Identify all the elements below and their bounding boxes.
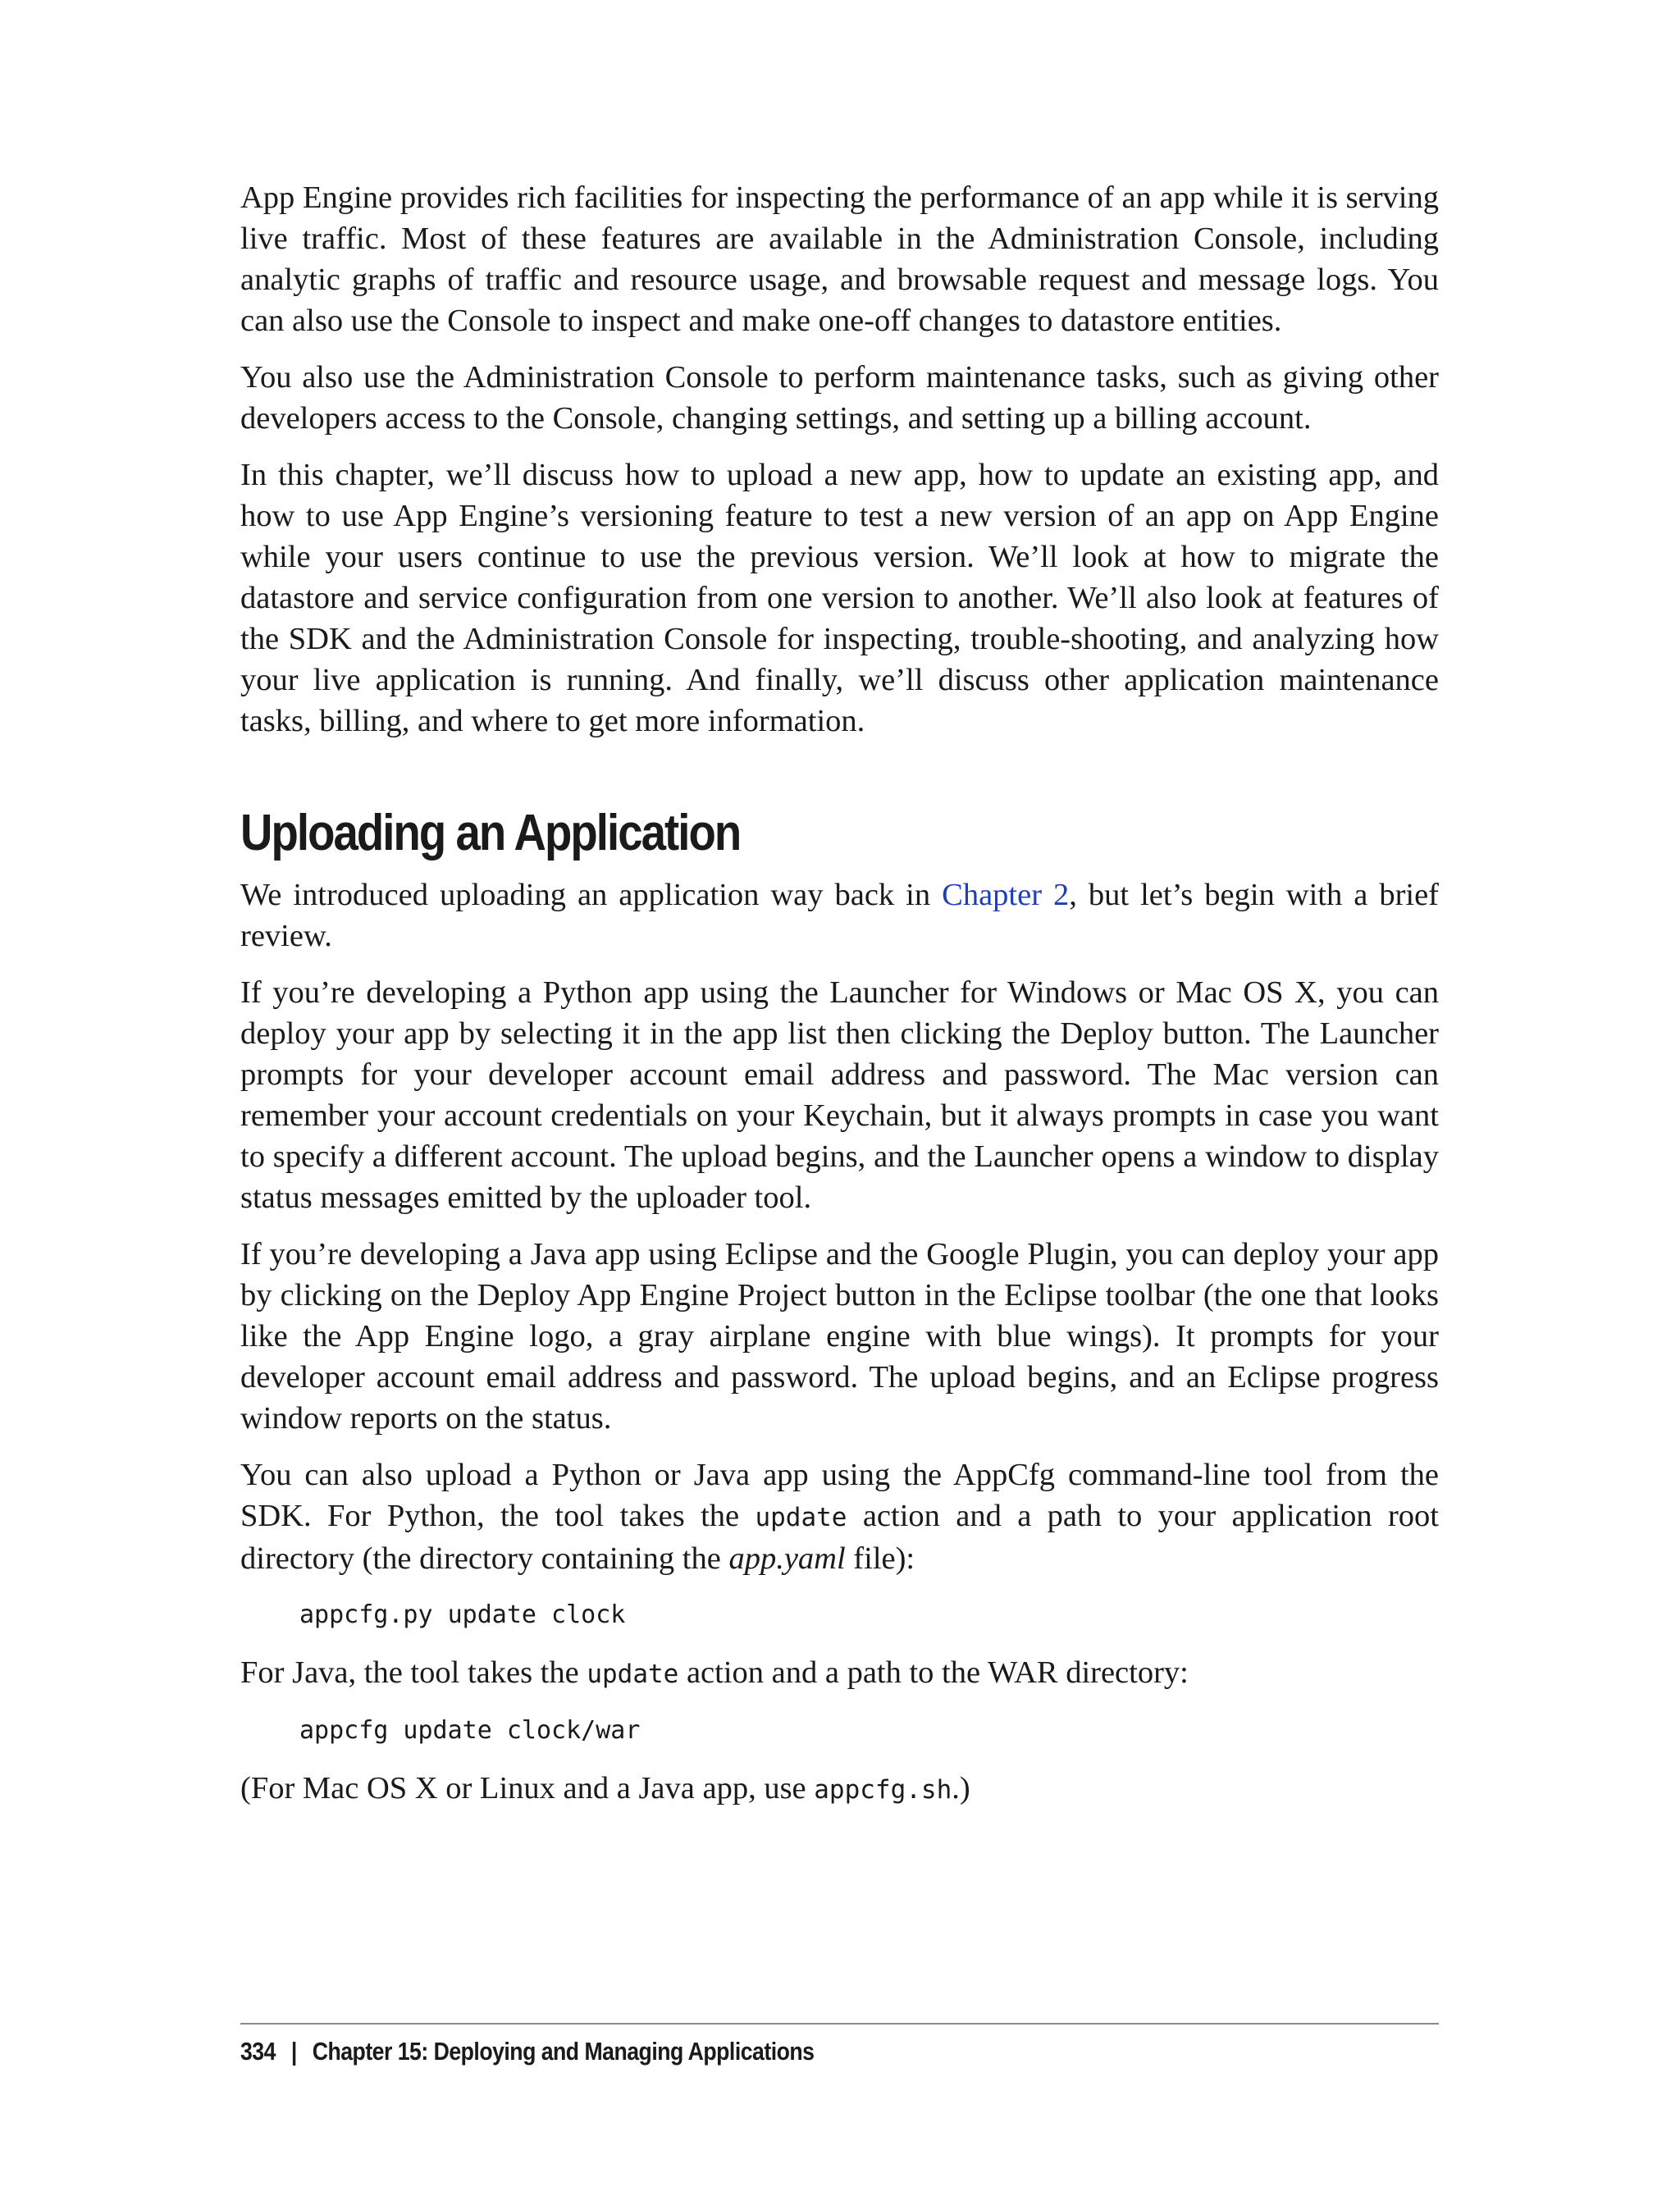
appcfg-paragraph — [240, 1454, 1439, 1579]
page-footer — [240, 2035, 814, 2068]
intro-paragraph-1: App Engine provides rich facilities for inspecting the performance of an app while it is serving live traffic. Most of these features are available in the Administration Console, including analytic graphs of traffic and resource usage, and browsable request and message logs. You can also use the Console to inspect and make one-off changes to datastore entities. — [240, 180, 1439, 338]
java-paragraph — [240, 1652, 1439, 1695]
section-intro-text-before: We introduced uploading an application way back in — [240, 878, 943, 912]
section-intro-text-after: , but let’s begin with a brief review. — [240, 878, 1439, 953]
appcfg-text-3: file): — [845, 1541, 915, 1576]
java-eclipse-paragraph: If you’re developing a Java app using Eclipse and the Google Plugin, you can deploy your app by clicking on the Deploy App Engine Project button in the Eclipse toolbar (the one that looks like the App Engine logo, a gray airplane engine with blue wings). It prompts for your developer account email address and password. The upload begins, and an Eclipse progress window reports on the status. — [240, 1237, 1439, 1436]
appcfg-text-2: action and a path to your application root directory (the directory containing the — [240, 1499, 1439, 1576]
text-column — [240, 177, 1439, 1826]
java-text-1: For Java, the tool takes the — [240, 1655, 587, 1690]
intro-paragraph-3: In this chapter, we’ll discuss how to upload a new app, how to update an existing app, and how to use App Engine’s versioning feature to test a new version of an app on App Engine while your users continue to use the previous version. We’ll look at how to migrate the datastore and service configuration from one version to another. We’ll also look at features of the SDK and the Administration Console for inspecting, trouble-shooting, and analyzing how your live application is running. And finally, we’ll discuss other application maintenance tasks, billing, and where to get more information. — [240, 458, 1439, 738]
update-inline-code: update — [755, 1503, 847, 1532]
python-code-block: appcfg.py update clock — [299, 1600, 626, 1629]
mac-text-1: (For Mac OS X or Linux and a Java app, use — [240, 1771, 815, 1806]
section-heading: Uploading an Application — [240, 805, 741, 861]
java-code-block: appcfg update clock/war — [299, 1716, 641, 1745]
chapter-2-link[interactable]: Chapter 2 — [942, 878, 1070, 912]
java-update-inline-code: update — [587, 1659, 679, 1689]
section-intro-paragraph — [240, 874, 1439, 956]
page-number: 334 — [240, 2037, 276, 2066]
mac-linux-paragraph — [240, 1768, 1439, 1810]
footer-chapter-title: Chapter 15: Deploying and Managing Applications — [312, 2037, 815, 2066]
footer-separator: | — [290, 2037, 297, 2066]
mac-text-2: .) — [952, 1771, 970, 1806]
app-yaml-filename: app.yaml — [728, 1541, 846, 1576]
intro-paragraph-2: You also use the Administration Console to perform maintenance tasks, such as giving other developers access to the Console, changing settings, and setting up a billing account. — [240, 360, 1439, 436]
java-text-2: action and a path to the WAR directory: — [678, 1655, 1189, 1690]
python-launcher-paragraph: If you’re developing a Python app using the Launcher for Windows or Mac OS X, you can deploy your app by selecting it in the app list then clicking the Deploy button. The Launcher prompts for your developer account email address and password. The Mac version can remember your account credentials on your Keychain, but it always prompts in case you want to specify a different account. The upload begins, and the Launcher opens a window to display status messages emitted by the uploader tool. — [240, 975, 1439, 1215]
appcfg-sh-inline-code: appcfg.sh — [814, 1775, 952, 1805]
footer-rule — [240, 2023, 1439, 2025]
appcfg-text-1: You can also upload a Python or Java app using the AppCfg command-line tool from the SDK. For Python, the tool takes the — [240, 1458, 1439, 1533]
